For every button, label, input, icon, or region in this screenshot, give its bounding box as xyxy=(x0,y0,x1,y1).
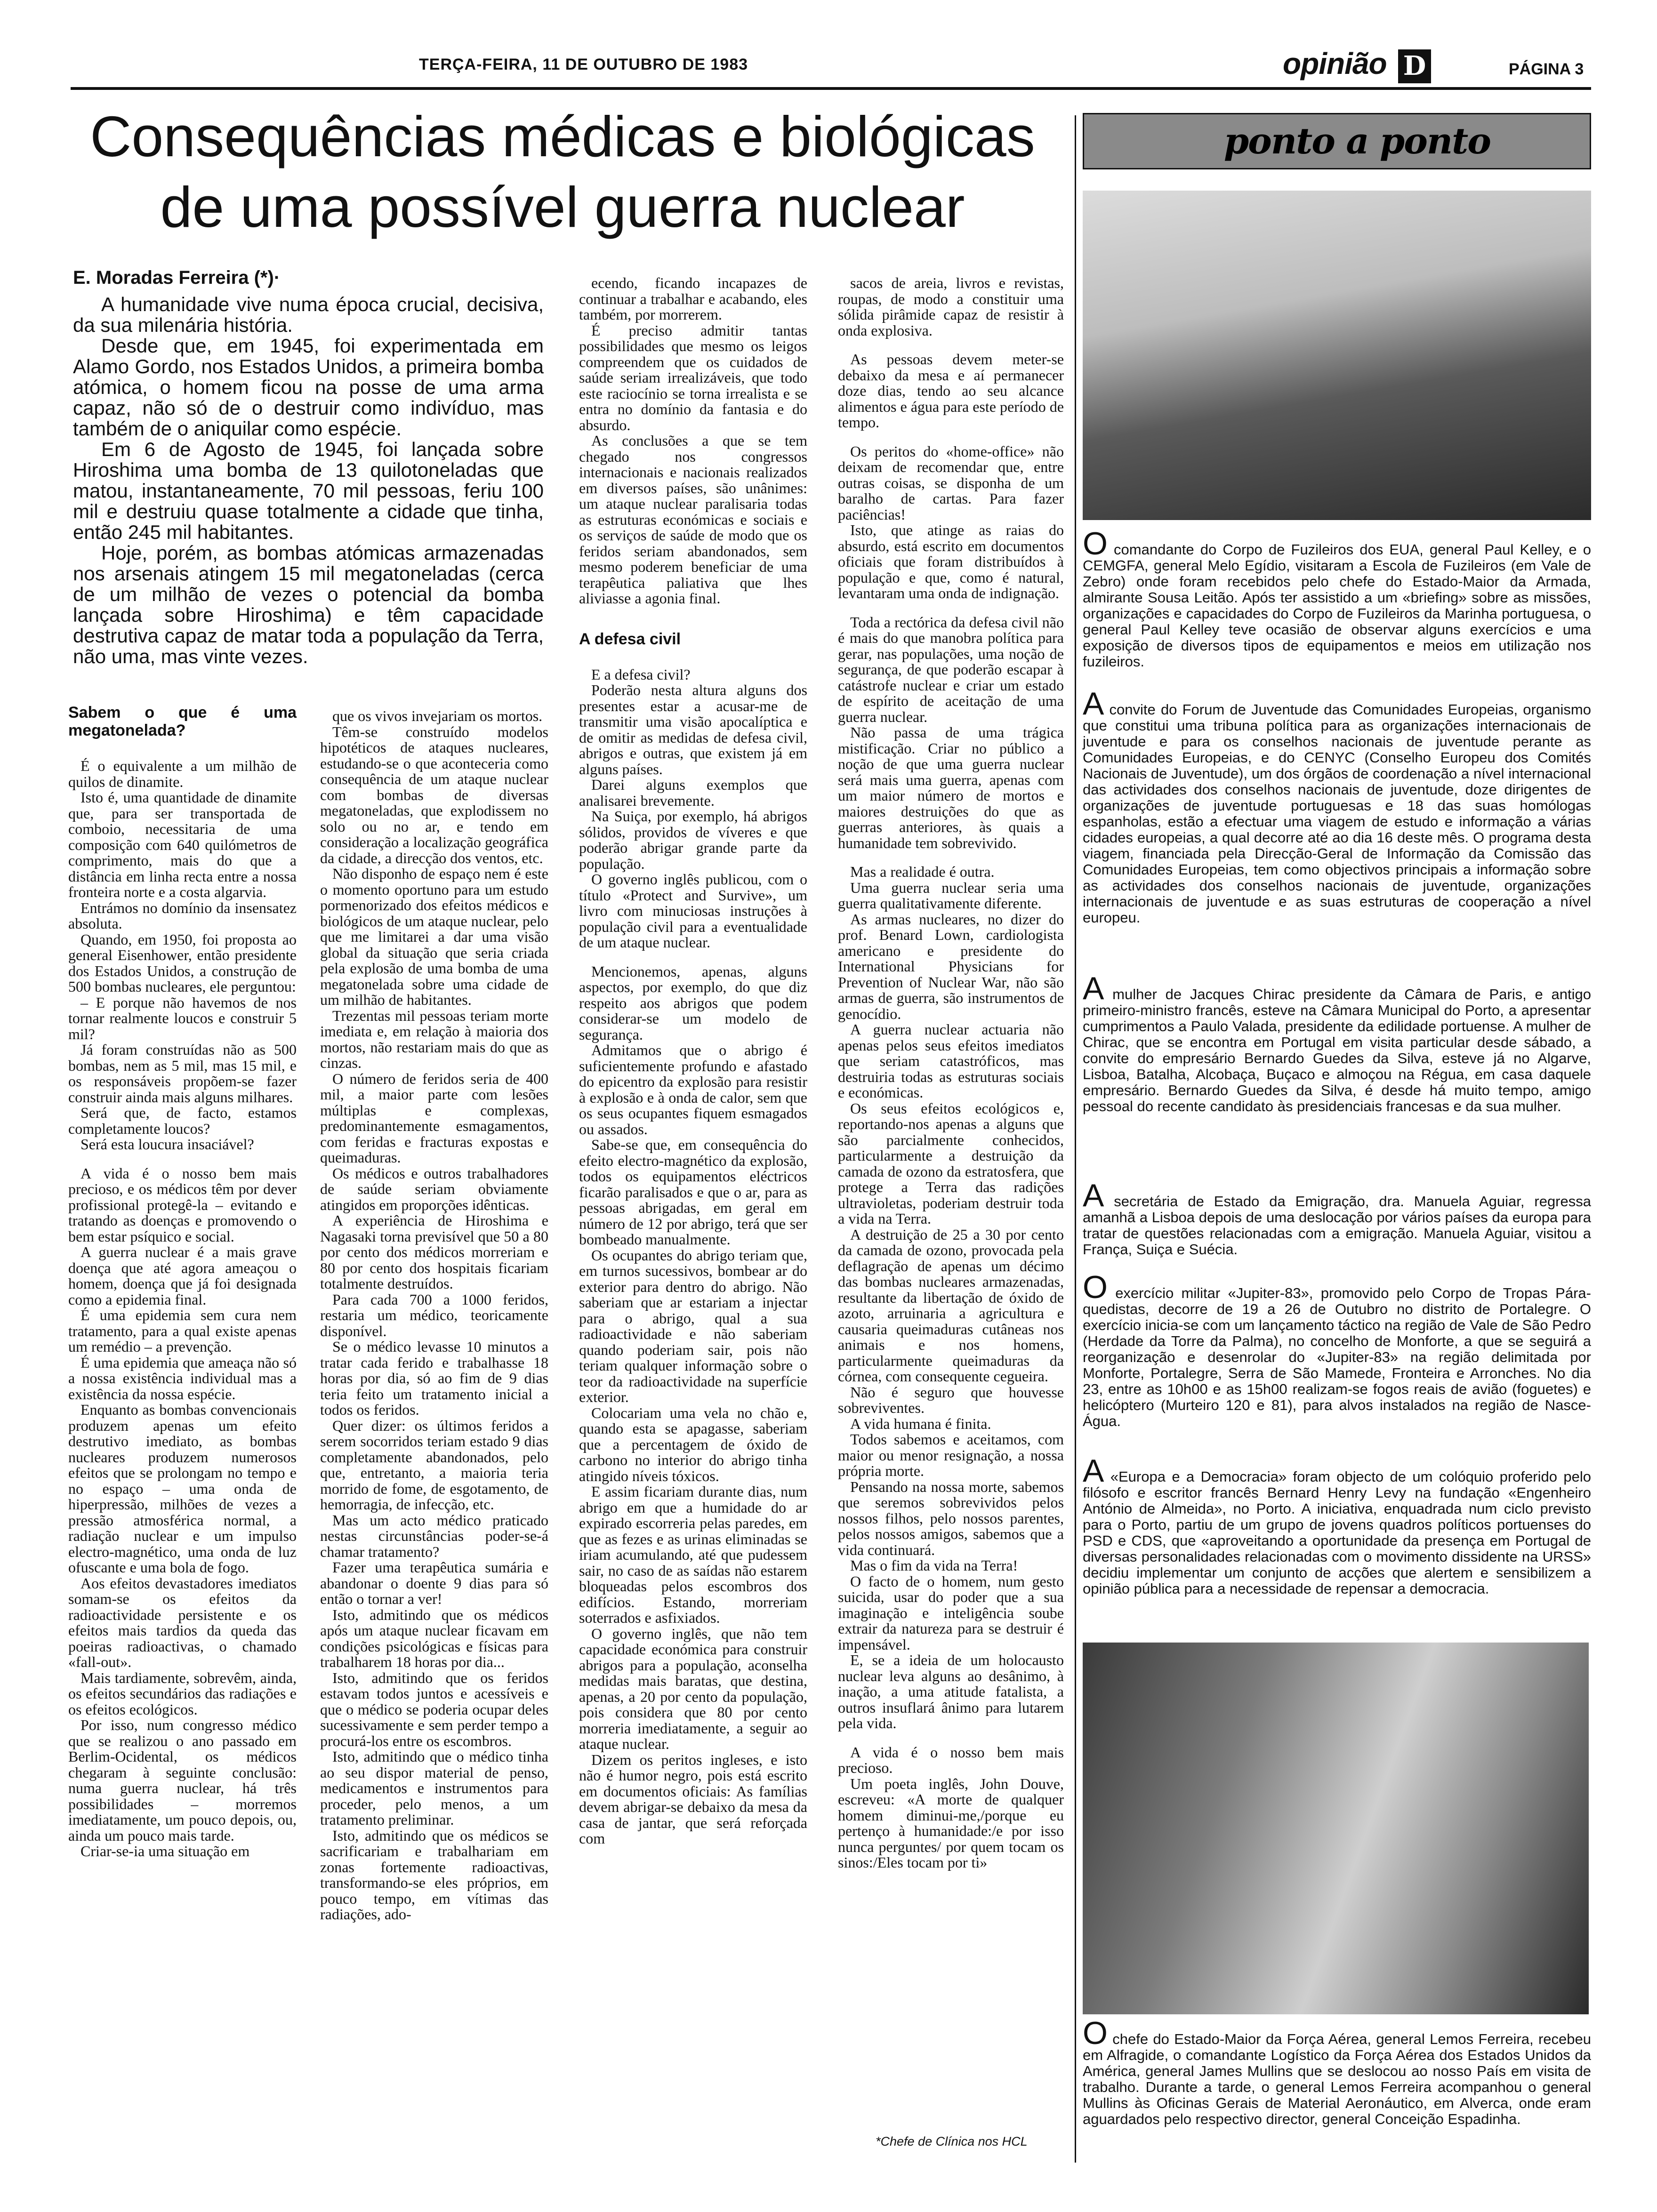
page-date: TERÇA-FEIRA, 11 DE OUTUBRO DE 1983 xyxy=(419,56,748,73)
page-number: PÁGINA 3 xyxy=(1509,60,1584,78)
paragraph: Aos efeitos devastadores imediatos somam-se os efeitos da radioactividade persistente e os efeitos mais tardios da queda das poeiras radioactivas, o chamado «fall-out». xyxy=(68,1574,297,1670)
author-note: *Chefe de Clínica nos HCL xyxy=(876,2134,1028,2148)
paragraph: Na Suiça, por exemplo, há abrigos sólidos, providos de víveres e que poderão abrigar grande parte da população. xyxy=(579,808,807,872)
paragraph: É preciso admitir tantas possibilidades que mesmo os leigos compreendem que os cuidados de saúde seriam irrealizáveis, que todo este raciocínio se torna irrealista e se entra no domínio da fantasia e do absurdo. xyxy=(579,321,807,433)
photo-generals-meeting xyxy=(1083,1643,1589,2014)
brief-item: O chefe do Estado-Maior da Força Aérea, general Lemos Ferreira, recebeu em Alfragide, o comandante Logístico da Força Aérea dos Estados Unidos da América, general James Mullins que se deslocou ao nosso País em visita de trabalho. Durante a tarde, o general Lemos Ferreira acompanhou o general Mullins às Oficinas Gerais de Material Aeronáutico, em Alverca, onde eram aguardados pelo respectivo director, general Conceição Espadinha. xyxy=(1083,2015,1591,2127)
paragraph: Mais tardiamente, sobrevêm, ainda, os efeitos secundários das radiações e os efeitos ecológicos. xyxy=(68,1669,297,1718)
paragraph: Poderão nesta altura alguns dos presentes estar a acusar-me de transmitir uma visão apocalíptica e de omitir as medidas de defesa civil, abrigos e outras, que existem já em alguns países. xyxy=(579,681,807,777)
photo-military-equipment xyxy=(1083,191,1591,520)
section-name: opinião xyxy=(1283,47,1387,80)
paragraph: O número de feridos seria de 400 mil, a maior parte com lesões múltiplas e complexas, predominantemente esmagamentos, com feridas e fracturas expostas e queimaduras. xyxy=(320,1070,548,1166)
paragraph: Por isso, num congresso médico que se realizou o ano passado em Berlim-Ocidental, os médicos chegaram à seguinte conclusão: numa guerra nuclear, há três possibilidades – morremos imediatamente, um pouco depois, ou, ainda um pouco mais tarde. xyxy=(68,1716,297,1844)
article-column-4 xyxy=(838,275,1064,1871)
paragraph: Isto, admitindo que o médico tinha ao seu dispor material de penso, medicamentos e instrumentos para proceder, pelo menos, a um tratamento preliminar. xyxy=(320,1748,548,1828)
brief-item: O exercício militar «Jupiter-83», promovido pelo Corpo de Tropas Pára-quedistas, decorre de 19 a 26 de Outubro no distrito de Portalegre. O exercício inicia-se com um lançamento táctico na região de Vale de São Pedro (Herdade da Torre da Palma), no concelho de Monforte, a que se seguirá a reorganização e desenrolar do «Jupiter-83» na região delimitada por Monforte, Portalegre, Serra de São Mamede, Fronteira e Arronches. No dia 23, entre as 10h00 e as 15h00 realizam-se fogos reais de avião (foguetes) e helicóptero (Murteiro 120 e 81), para alvos instalados na região de Nasce-Água. xyxy=(1083,1269,1591,1429)
paragraph: Será que, de facto, estamos completamente loucos? xyxy=(68,1104,297,1137)
paragraph: A guerra nuclear actuaria não apenas pelos seus efeitos imediatos que seriam catastróficos, mas destruiria todas as estruturas sociais e económicas. xyxy=(838,1021,1064,1101)
paragraph: A destruição de 25 a 30 por cento da camada de ozono, provocada pela deflagração de apenas um décimo das bombas nucleares armazenadas, resultante da libertação de óxido de azoto, arruinaria a agricultura e causaria queimaduras cutâneas nos animais e nos homens, particularmente queimaduras da córnea, com consequente cegueira. xyxy=(838,1226,1064,1385)
paragraph: Não é seguro que houvesse sobreviventes. xyxy=(838,1383,1064,1416)
paragraph: Criar-se-ia uma situação em xyxy=(80,1843,250,1859)
headline-line-1: Consequências médicas e biológicas xyxy=(90,104,1035,168)
column-3a-paragraphs xyxy=(579,275,807,607)
column-2-paragraphs xyxy=(320,708,548,1923)
brief-item: O comandante do Corpo de Fuzileiros dos EUA, general Paul Kelley, e o CEMGFA, general Melo Egídio, visitaram a Escola de Fuzileiros (em Vale de Zebro) onde foram recebidos pelo chefe do Estado-Maior da Armada, almirante Sousa Leitão. Após ter assistido a um «briefing» sobre as missões, organizações e capacidades do Corpo de Fuzileiros da Marinha portuguesa, o general Paul Kelley teve ocasião de observar alguns exercícios e uma exposição de diversos tipos de equipamentos e meios em utilização nos fuzileiros. xyxy=(1083,526,1591,670)
paragraph: As conclusões a que se tem chegado nos congressos internacionais e nacionais realizados em diversos países, são unânimes: um ataque nuclear paralisaria todas as estruturas económicas e sociais e os serviços de saúde de modo que os feridos seriam abandonados, sem mesmo poderem beneficiar de uma terapêutica paliativa que lhes aliviasse a agonia final. xyxy=(579,432,807,607)
lead-paragraph: Hoje, porém, as bombas atómicas armazenadas nos arsenais atingem 15 mil megatoneladas (cerca de um milhão de vezes o potencial da bomba lançada sobre Hiroshima) e têm capacidade destrutiva capaz de matar toda a população da Terra, não uma, mas vinte vezes. xyxy=(73,542,544,667)
paragraph: A vida é o nosso bem mais precioso, e os médicos têm por dever profissional protegê-la – evitando e tratando as doenças e promovendo o bem estar psíquico e social. xyxy=(68,1164,297,1245)
paragraph: que os vivos invejariam os mortos. xyxy=(332,707,543,724)
paragraph: Mas o fim da vida na Terra! xyxy=(850,1557,1018,1574)
paragraph: Colocariam uma vela no chão e, quando esta se apagasse, saberiam que a percentagem de óxido de carbono no interior do abrigo tinha atingido níveis tóxicos. xyxy=(579,1404,807,1484)
paragraph: Têm-se construído modelos hipotéticos de ataques nucleares, estudando-se o que aconteceria como consequência de um ataque nuclear com bombas de diversas megatoneladas, que explodissem no solo ou no ar, e tendo em consideração a localização geográfica da cidade, a direcção dos ventos, etc. xyxy=(320,723,548,866)
paragraph: A experiência de Hiroshima e Nagasaki torna previsível que 50 a 80 por cento dos médicos morreriam e 80 por cento dos hospitais ficariam totalmente destruídos. xyxy=(320,1212,548,1292)
paragraph: Toda a rectórica da defesa civil não é mais do que manobra política para gerar, nas populações, uma noção de segurança, de que poderão escapar à catástrofe nuclear e criar um estado de espírito de aceitação de uma guerra nuclear. xyxy=(838,613,1064,725)
paragraph: Os peritos do «home-office» não deixam de recomendar que, entre outras coisas, se disponha de um baralho de cartas. Para fazer paciências! xyxy=(838,442,1064,523)
paragraph: Isto é, uma quantidade de dinamite que, para ser transportada de comboio, necessitaria de uma composição com 640 quilómetros de comprimento, mais do que a distância em linha recta entre a nossa fronteira norte e a costa algarvia. xyxy=(68,789,297,900)
header-rule xyxy=(71,87,1591,90)
paragraph: Dizem os peritos ingleses, e isto não é humor negro, pois está escrito em documentos oficiais: As famílias devem abrigar-se debaixo da mesa da casa de jantar, que será reforçada com xyxy=(579,1751,807,1847)
article-column-2 xyxy=(320,708,548,1923)
paragraph: Não passa de uma trágica mistificação. Criar no público a noção de que uma guerra nuclear será mais uma guerra, apenas com um maior número de mortos e maiores destruições do que as guerras anteriores, às quais a humanidade tem sobrevivido. xyxy=(838,724,1064,851)
paragraph: E a defesa civil? xyxy=(591,665,691,683)
brief-item: A convite do Forum de Juventude das Comunidades Europeias, organismo que constitui uma tribuna política para as organizações internacionais de juventude e para os conselhos nacionais de juventude perante as Comunidades Europeias, e do CENYC (Conselho Europeu dos Comités Nacionais de Juventude), um dos órgãos de coordenação a nível internacional das actividades dos conselhos nacionais de juventude, doze dirigentes de organizações de juventude portuguesas e 18 das suas homólogas espanholas, estão a efectuar uma viagem de estudo e informação a várias cidades europeias, a qual decorre até ao dia 16 deste mês. O programa desta viagem, financiada pela Direcção-Geral de Informação da Comissão das Comunidades Europeias, tem como objectivos principais a informação sobre as actividades dos conselhos nacionais de juventude, organizações internacionais de juventude e as suas estruturas de cooperação a nível europeu. xyxy=(1083,686,1591,926)
column-4-paragraphs xyxy=(838,275,1064,1871)
paragraph: Isto, admitindo que os médicos se sacrificariam e trabalhariam em zonas fortemente radioactivas, transformando-se eles próprios, em pouco tempo, em vítimas das radiações, ado- xyxy=(320,1827,548,1923)
paragraph: O governo inglês, que não tem capacidade económica para construir abrigos para a população, aconselha medidas mais baratas, que destina, apenas, a 20 por cento da população, pois considera que 80 por cento morreria imediatamente, a seguir ao ataque nuclear. xyxy=(579,1625,807,1752)
paragraph: O governo inglês publicou, com o título «Protect and Survive», um livro com minuciosas instruções à população civil para a eventualidade de um ataque nuclear. xyxy=(579,871,807,951)
paragraph: – E porque não havemos de nos tornar realmente loucos e construir 5 mil? xyxy=(68,994,297,1042)
newspaper-logo: D xyxy=(1398,49,1431,83)
article-column-1 xyxy=(68,704,297,1859)
lead-paragraph: A humanidade vive numa época crucial, decisiva, da sua milenária história. xyxy=(73,293,544,336)
subheading-megatonelada: Sabem o que é uma megatonelada? xyxy=(68,704,297,739)
paragraph: Mas a realidade é outra. xyxy=(850,863,995,880)
brief-item: A secretária de Estado da Emigração, dra. Manuela Aguiar, regressa amanhã a Lisboa depois de uma deslocação por vários países da europa para tratar de questões relacionadas com a emigração. Manuela Aguiar, visitou a França, Suiça e Suécia. xyxy=(1083,1178,1591,1258)
paragraph: Fazer uma terapêutica sumária e abandonar o doente 9 dias para só então o tornar a ver! xyxy=(320,1559,548,1607)
brief-item: A mulher de Jacques Chirac presidente da Câmara de Paris, e antigo primeiro-ministro francês, esteve na Câmara Municipal do Porto, a apresentar cumprimentos a Paulo Valada, presidente da edilidade portuense. A mulher de Chirac, que se encontra em Portugal em visita particular desde sábado, a convite do empresário Bernardo Guedes da Silva, esteve já no Algarve, Lisboa, Batalha, Alcobaça, Buçaco e almoçou na Régua, em casa daquele empresário. Bernardo Guedes da Silva, é desde há muito tempo, amigo pessoal do recente candidato às presidenciais francesas e da sua mulher. xyxy=(1083,970,1591,1114)
column-3b-paragraphs xyxy=(579,667,807,1847)
paragraph: Sabe-se que, em consequência do efeito electro-magnético da explosão, todos os equipamentos eléctricos ficarão paralisados e que o ar, para as pessoas abrigadas, em geral em número de 12 por abrigo, terá que ser bombeado manualmente. xyxy=(579,1136,807,1248)
article-headline xyxy=(71,101,1054,242)
column-1-paragraphs xyxy=(68,758,297,1859)
paragraph: A vida é o nosso bem mais precioso. xyxy=(838,1743,1064,1776)
paragraph: Quando, em 1950, foi proposta ao general Eisenhower, então presidente dos Estados Unidos, a construção de 500 bombas nucleares, ele perguntou: xyxy=(68,930,297,995)
lead-paragraph: Desde que, em 1945, foi experimentada em Alamo Gordo, nos Estados Unidos, a primeira bomba atómica, o homem ficou na posse de uma arma capaz, não só de o destruir como indivíduo, mas também de o aniquilar como espécie. xyxy=(73,335,544,440)
paragraph: Para cada 700 a 1000 feridos, restaria um médico, teoricamente disponível. xyxy=(320,1290,548,1339)
paragraph: As pessoas devem meter-se debaixo da mesa e aí permanecer doze dias, tendo ao seu alcance alimentos e água para este período de tempo. xyxy=(838,351,1064,431)
paragraph: Mencionemos, apenas, alguns aspectos, por exemplo, do que diz respeito aos abrigos que podem considerar-se um modelo de segurança. xyxy=(579,962,807,1043)
paragraph: Enquanto as bombas convencionais produzem apenas um efeito destrutivo imediato, as bombas nucleares produzem numerosos efeitos que se prolongam no tempo e no espaço – uma onda de hiperpressão, milhões de vezes a pressão atmosférica normal, a radiação nuclear e um impulso electro-magnético, uma onda de luz ofuscante e uma bola de fogo. xyxy=(68,1401,297,1576)
paragraph: Os ocupantes do abrigo teriam que, em turnos sucessivos, bombear ar do exterior para dentro do abrigo. Não saberiam que ar estariam a injectar para o abrigo, qual a sua radioactividade e não saberiam quando poderiam sair, pois não teriam qualquer informação sobre o teor da radioactividade na superfície exterior. xyxy=(579,1246,807,1405)
paragraph: É uma epidemia que ameaça não só a nossa existência individual mas a existência da nossa espécie. xyxy=(68,1354,297,1403)
article-byline: E. Moradas Ferreira (*)· xyxy=(73,267,281,288)
paragraph: A guerra nuclear é a mais grave doença que até agora ameaçou o homem, doença que já foi designada como a epidemia final. xyxy=(68,1243,297,1308)
paragraph: O facto de o homem, num gesto suicida, usar do poder que a sua imaginação e inteligência soube extrair da natureza para se destruir é impensável. xyxy=(838,1572,1064,1653)
paragraph: Trezentas mil pessoas teriam morte imediata e, em relação à maioria dos mortos, não restariam mais do que as cinzas. xyxy=(320,1007,548,1071)
paragraph: sacos de areia, livros e revistas, roupas, de modo a constituir uma sólida pirâmide capaz de resistir à onda explosiva. xyxy=(838,274,1064,339)
paragraph: A vida humana é finita. xyxy=(850,1415,991,1432)
paragraph: Isto, que atinge as raias do absurdo, está escrito em documentos oficiais que foram distribuídos à população e que, como é natural, levantaram uma onda de indignação. xyxy=(838,521,1064,601)
paragraph: Admitamos que o abrigo é suficientemente profundo e afastado do epicentro da explosão para resistir à explosão e à onda de calor, sem que os seus ocupantes fiquem esmagados ou assados. xyxy=(579,1042,807,1138)
paragraph: E, se a ideia de um holocausto nuclear leva alguns ao desânimo, à inação, a uma atitude fatalista, a outros insuflará ânimo para lutarem pela vida. xyxy=(838,1651,1064,1731)
paragraph: ecendo, ficando incapazes de continuar a trabalhar e acabando, eles também, por morrerem. xyxy=(579,274,807,323)
paragraph: Todos sabemos e aceitamos, com maior ou menor resignação, a nossa própria morte. xyxy=(838,1431,1064,1479)
paragraph: Quer dizer: os últimos feridos a serem socorridos teriam estado 9 dias completamente abandonados, pelo que, entretanto, a maioria teria morrido de fome, de esgotamento, de hemorragia, de infecção, etc. xyxy=(320,1417,548,1513)
headline-line-2: de uma possível guerra nuclear xyxy=(160,175,965,239)
paragraph: Um poeta inglês, John Douve, escreveu: «A morte de qualquer homem diminui-me,/porque eu pertenço à humanidade:/e por isso nunca perguntes/ por quem tocam os sinos:/Eles tocam por ti» xyxy=(838,1775,1064,1871)
paragraph: Se o médico levasse 10 minutos a tratar cada ferido e trabalhasse 18 horas por dia, só ao fim de 9 dias teria feito um tratamento inicial a todos os feridos. xyxy=(320,1338,548,1418)
article-lead xyxy=(73,294,544,667)
paragraph: É uma epidemia sem cura nem tratamento, para a qual existe apenas um remédio – a prevenção. xyxy=(68,1306,297,1355)
paragraph: Isto, admitindo que os médicos após um ataque nuclear ficavam em condições psicológicas e físicas para trabalharem 18 horas por dia... xyxy=(320,1606,548,1670)
brief-item: A «Europa e a Democracia» foram objecto de um colóquio proferido pelo filósofo e escritor francês Bernard Henry Levy na fundação «Engenheiro António de Almeida», no Porto. A iniciativa, enquadrada num ciclo previsto para o Porto, partiu de um grupo de jovens quadros políticos portuenses do PSD e CDS, que «aproveitando a oportunidade da presença em Portugal de diversas personalidades relacionadas com o movimento dissidente na URSS» decidiu implementar um conjunto de acções que alertem e sensibilizem a opinião pública para a necessidade de repensar a democracia. xyxy=(1083,1453,1591,1597)
article-column-3 xyxy=(579,275,807,1847)
paragraph: Já foram construídas não as 500 bombas, nem as 5 mil, mas 15 mil, e os responsáveis propõem-se fazer construir ainda mais alguns milhares. xyxy=(68,1041,297,1106)
lead-paragraph: Em 6 de Agosto de 1945, foi lançada sobre Hiroshima uma bomba de 13 quilotoneladas que matou, instantaneamente, 70 mil pessoas, feriu 100 mil e destruiu quase totalmente a cidade que tinha, então 245 mil habitantes. xyxy=(73,438,544,543)
column-divider xyxy=(1075,115,1076,2163)
paragraph: Darei alguns exemplos que analisarei brevemente. xyxy=(579,776,807,809)
subheading-defesa-civil: A defesa civil xyxy=(579,630,681,648)
paragraph: Pensando na nossa morte, sabemos que seremos sobrevividos pelos nossos filhos, pelo nossos parentes, pelos nossos amigos, sabemos que a vida continuará. xyxy=(838,1478,1064,1558)
paragraph: Mas um acto médico praticado nestas circunstâncias poder-se-á chamar tratamento? xyxy=(320,1511,548,1560)
paragraph: As armas nucleares, no dizer do prof. Benard Lown, cardiologista americano e presidente do International Physicians for Prevention of Nuclear War, não são armas de guerra, são instrumentos de genocídio. xyxy=(838,910,1064,1022)
paragraph: É o equivalente a um milhão de quilos de dinamite. xyxy=(68,757,297,790)
paragraph: Será esta loucura insaciável? xyxy=(80,1136,254,1153)
paragraph: Os médicos e outros trabalhadores de saúde seriam obviamente atingidos em proporções idênticas. xyxy=(320,1164,548,1213)
paragraph: Uma guerra nuclear seria uma guerra qualitativamente diferente. xyxy=(838,879,1064,912)
paragraph: E assim ficariam durante dias, num abrigo em que a humidade do ar expirado escorreria pelas paredes, em que as fezes e as urinas eliminadas se iriam acumulando, até que pudessem sair, no caso de as saídas não estarem bloqueadas pelos escombros dos edifícios. Estando, morreriam soterrados e asfixiados. xyxy=(579,1483,807,1626)
sidebar-title: ponto a ponto xyxy=(1224,120,1490,162)
paragraph: Os seus efeitos ecológicos e, reportando-nos apenas a alguns que são parcialmente conhecidos, particularmente a destruição da camada de ozono da estratosfera, que protege a Terra das radições ultravioletas, poderiam destruir toda a vida na Terra. xyxy=(838,1099,1064,1227)
paragraph: Não disponho de espaço nem é este o momento oportuno para um estudo pormenorizado dos efeitos médicos e biológicos de um ataque nuclear, pelo que me limitarei a dar uma visão global da situação que seria criada pela explosão de uma bomba de uma megatonelada sobre uma cidade de um milhão de habitantes. xyxy=(320,865,548,1008)
paragraph: Isto, admitindo que os feridos estavam todos juntos e acessíveis e que o médico se poderia ocupar deles sucessivamente e sem perder tempo a procurá-los entre os escombros. xyxy=(320,1669,548,1749)
paragraph: Entrámos no domínio da insensatez absoluta. xyxy=(68,899,297,932)
